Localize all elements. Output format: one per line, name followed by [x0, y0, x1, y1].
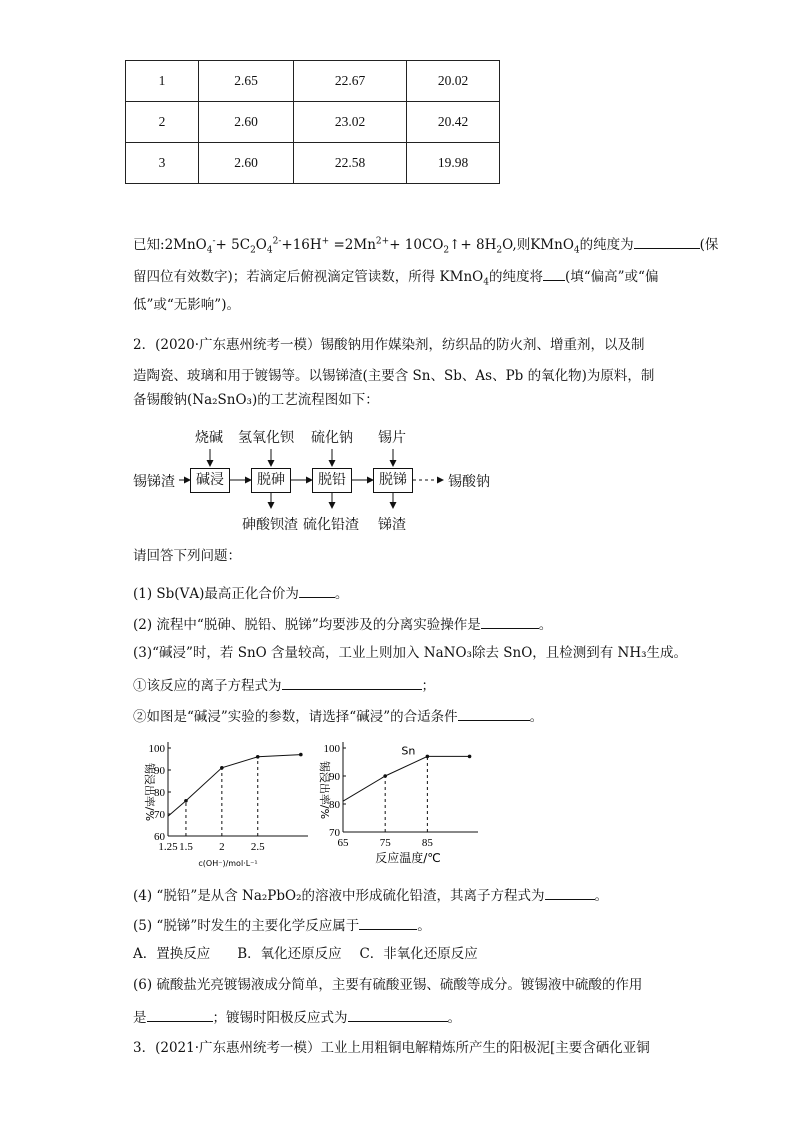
blank-sub1[interactable] [299, 585, 335, 598]
flow-step-alkali: 碱浸 [190, 468, 230, 493]
flow-step-lead: 脱铅 [312, 468, 352, 493]
blank-sub3-1[interactable] [282, 677, 422, 690]
x-tick-label: 65 [337, 837, 349, 849]
x-axis-label: 反应温度/℃ [375, 851, 441, 865]
table-cell: 2.60 [199, 143, 294, 184]
y-axis-label: 锡浸出率/% [318, 760, 331, 820]
equation: $2MnO_4^-+ 5C_2O_4^{2-}+16H^+ =2Mn^{2+}+$ $10CO_2↑+ 8H_2O$ [164, 236, 513, 256]
y-tick-label: 90 [329, 771, 340, 783]
titration-table [125, 60, 500, 184]
sub-q3: (3)“碱浸”时，若 SnO 含量较高，工业上则加入 NaNO₃除去 SnO，且检测到有 NH₃生成。 [133, 645, 688, 661]
x-tick-label: 85 [421, 837, 433, 849]
table-cell: 23.02 [294, 102, 407, 143]
chart-reaction-temperature [308, 738, 483, 868]
sub-q1: (1) Sb(ⅤA)最高正化合价为 。 [133, 586, 349, 602]
q1-known-line: 已知:2MnO$_4$-+ $5C_2O_4^{2-}+16H^+ =2Mn^{2+}+$ $10CO_2↑+ 8H_2O$,则KMnO$_4$的纯度为 (保 [133, 236, 719, 256]
q3-line1: 3．(2021·广东惠州统考一模）工业上用粗铜电解精炼所产生的阳极泥[主要含硒化亚铜 [133, 1040, 650, 1056]
table-row [126, 102, 500, 143]
x-tick-label: 2 [219, 841, 225, 853]
sub-q4: (4) “脱铅”是从含 Na₂PbO₂的溶液中形成硫化铅渣，其离子方程式为 。 [133, 888, 608, 904]
table-cell: 20.02 [407, 61, 500, 102]
table-cell: 2.60 [199, 102, 294, 143]
y-tick-label: 70 [329, 827, 340, 839]
flow-input-4: 锡片 [378, 430, 406, 446]
blank-sub6-a[interactable] [147, 1009, 213, 1022]
blank-sub2[interactable] [481, 616, 539, 629]
data-point [256, 755, 260, 759]
blank-purity[interactable] [634, 236, 700, 249]
table-cell: 3 [126, 143, 199, 184]
blank-sub4[interactable] [545, 887, 595, 900]
sub-q5: (5) “脱锑”时发生的主要化学反应属于 。 [133, 918, 431, 934]
data-point [383, 774, 387, 778]
flow-product: 锡酸钠 [448, 474, 490, 490]
flow-output-3: 锑渣 [378, 517, 406, 533]
series-line [343, 756, 470, 801]
sub-q5-options: A．置换反应 B．氧化还原反应 C．非氧化还原反应 [133, 946, 478, 962]
sub-q2: (2) 流程中“脱砷、脱铅、脱锑”均要涉及的分离实验操作是 。 [133, 617, 553, 633]
x-tick-label: 2.5 [250, 841, 265, 853]
sub-q6-line2: 是 ；镀锡时阳极反应式为 。 [133, 1010, 461, 1026]
table-cell: 22.58 [294, 143, 407, 184]
blank-sub5[interactable] [359, 917, 417, 930]
q2-line3: 备锡酸钠(Na₂SnO₃)的工艺流程图如下： [133, 392, 379, 408]
sub-q6-line1: (6) 硫酸盐光亮镀锡液成分简单，主要有硫酸亚锡、硫酸等成分。镀锡液中硫酸的作用 [133, 977, 643, 993]
flow-input-2: 氢氧化钡 [238, 430, 294, 446]
answer-intro: 请回答下列问题： [133, 548, 241, 564]
flow-step-arsenic: 脱砷 [251, 468, 291, 493]
blank-effect[interactable] [543, 268, 565, 281]
table-cell: 19.98 [407, 143, 500, 184]
table-row [126, 143, 500, 184]
data-point [220, 766, 224, 770]
y-axis-label: 锡浸出率/% [143, 762, 156, 822]
x-tick-label: 1.5 [179, 841, 193, 853]
blank-sub6-b[interactable] [348, 1009, 448, 1022]
x-axis-label: c(OH⁻)/mol·L⁻¹ [198, 859, 258, 868]
y-tick-label: 100 [148, 743, 165, 755]
q2-line2: 造陶瓷、玻璃和用于镀锡等。以锡锑渣(主要含 Sn、Sb、As、Pb 的氧化物)为原料，制 [133, 368, 655, 384]
q1-line2: 留四位有效数字)；若滴定后俯视滴定管读数，所得 KMnO$_4$的纯度将 (填“偏高”或“偏 [133, 269, 659, 288]
sub-q3-2: ②如图是“碱浸”实验的参数，请选择“碱浸”的合适条件 。 [133, 709, 544, 725]
x-tick-label: 1.25 [158, 841, 178, 853]
flow-output-2: 硫化铅渣 [303, 517, 359, 533]
data-point [299, 753, 303, 757]
flow-step-antimony: 脱锑 [373, 468, 413, 493]
table-cell: 2 [126, 102, 199, 143]
series-line [168, 755, 301, 817]
chart-alkali-concentration [128, 738, 313, 868]
flow-input-3: 硫化钠 [311, 430, 353, 446]
y-tick-label: 80 [329, 799, 340, 811]
table-cell: 20.42 [407, 102, 500, 143]
data-point [426, 755, 430, 759]
y-tick-label: 80 [154, 787, 165, 799]
flow-start: 锡锑渣 [133, 474, 175, 490]
table-cell: 1 [126, 61, 199, 102]
table-row [126, 61, 500, 102]
q2-line1: 2．(2020·广东惠州统考一模）锡酸钠用作媒染剂，纺织品的防火剂、增重剂，以及制 [133, 337, 645, 353]
y-tick-label: 60 [154, 831, 165, 843]
series-annotation: Sn [401, 744, 416, 758]
x-tick-label: 75 [379, 837, 391, 849]
data-point [468, 755, 472, 759]
blank-sub3-2[interactable] [458, 708, 530, 721]
y-tick-label: 70 [154, 809, 165, 821]
y-tick-label: 90 [154, 765, 165, 777]
flow-output-1: 砷酸钡渣 [242, 517, 298, 533]
q1-line3: 低”或“无影响”)。 [133, 297, 240, 313]
sub-q3-1: ①该反应的离子方程式为 ； [133, 678, 435, 694]
flow-input-1: 烧碱 [195, 430, 223, 446]
y-tick-label: 100 [323, 743, 340, 755]
table-cell: 22.67 [294, 61, 407, 102]
data-point [184, 799, 188, 803]
table-cell: 2.65 [199, 61, 294, 102]
